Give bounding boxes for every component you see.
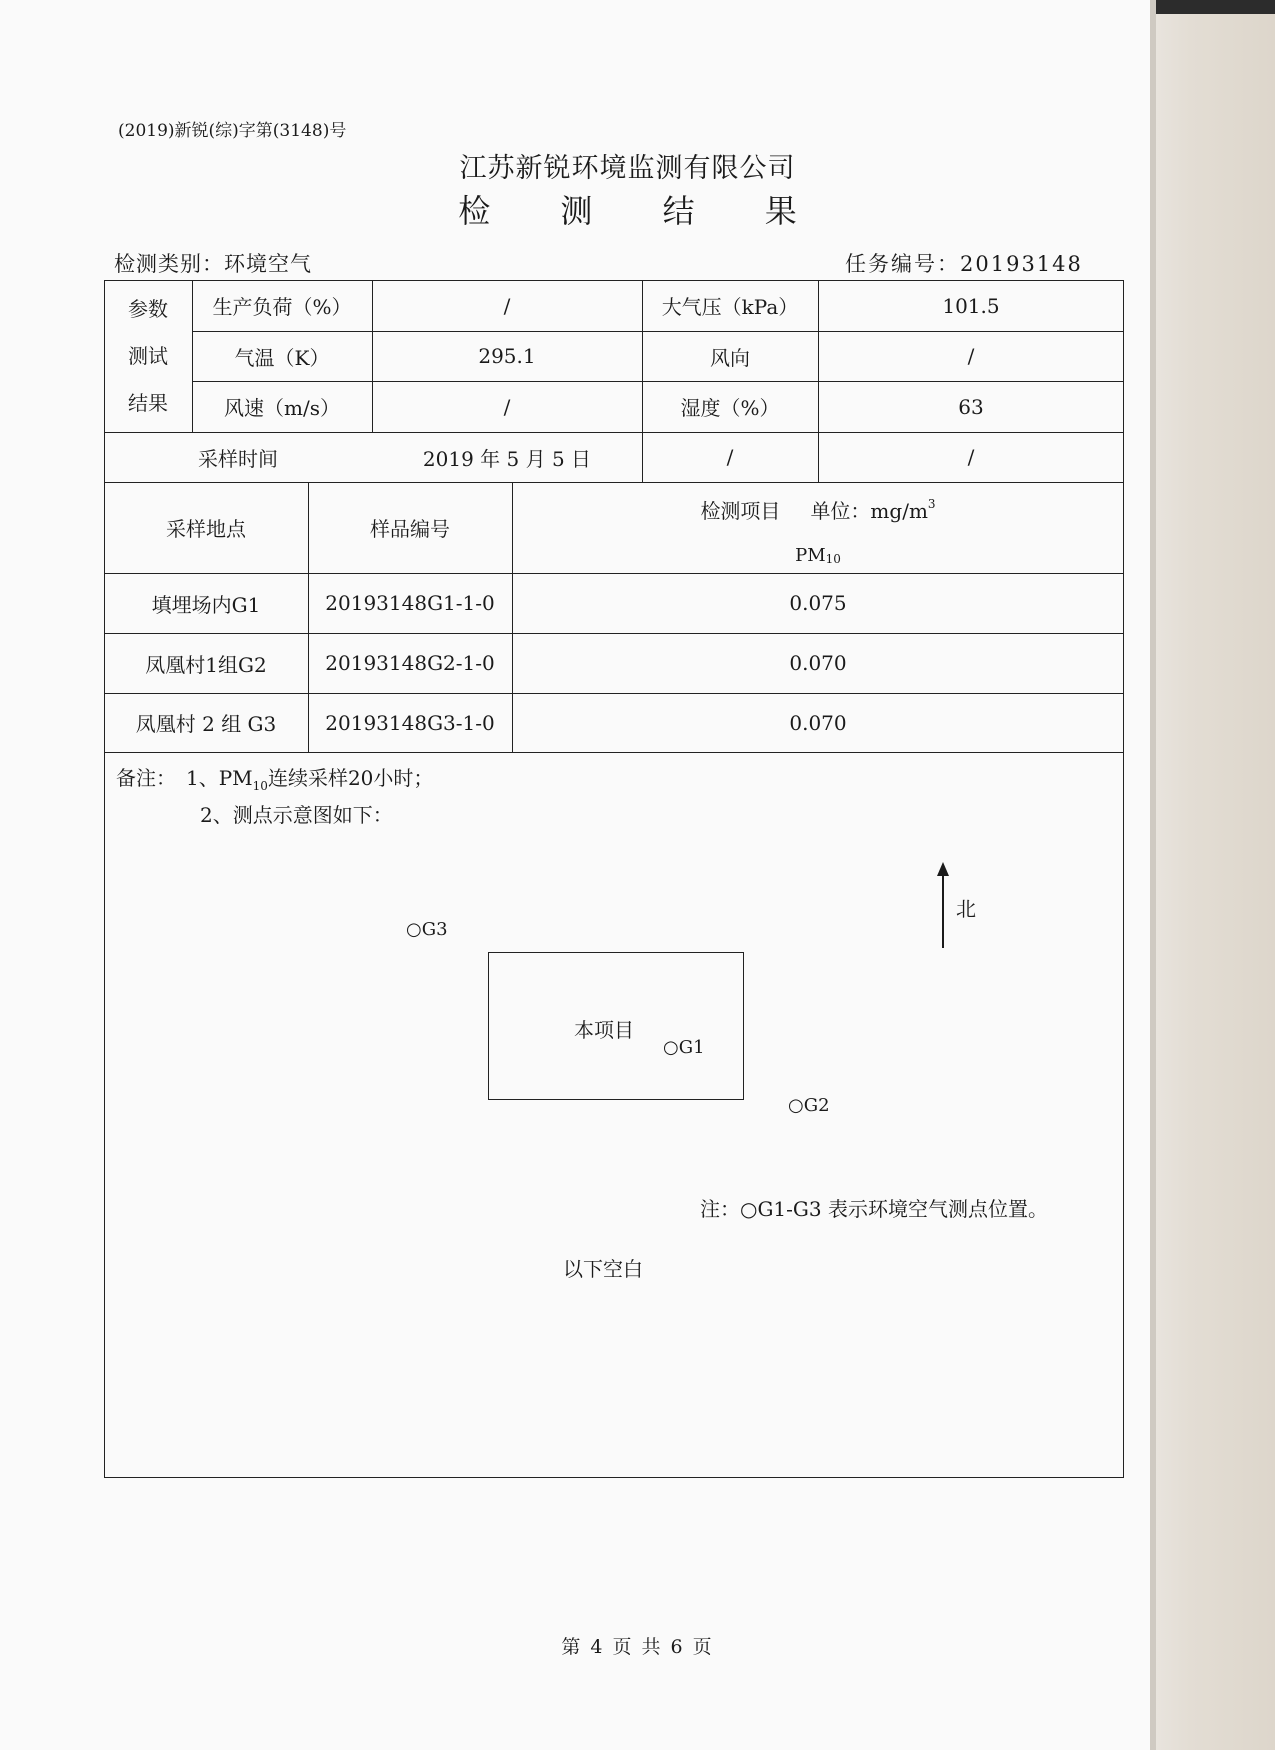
page-edge-shadow [1150, 0, 1156, 1750]
page-edge-top [1156, 0, 1275, 14]
point-g2: ○G2 [788, 1095, 830, 1116]
params-group-line-3: 结果 [128, 390, 168, 415]
param-key: 风向 [710, 345, 750, 370]
notes-line-1 [116, 762, 433, 793]
params-group-label [104, 280, 192, 432]
param-value: 101.5 [942, 293, 1000, 318]
north-label: 北 [956, 897, 976, 921]
result-value: 0.070 [789, 710, 847, 735]
result-sample-no: 20193148G2-1-0 [325, 651, 495, 675]
col-header-sample: 样品编号 [370, 517, 450, 541]
point-g1: ○G1 [663, 1037, 705, 1058]
report-title: 检 测 结 果 [458, 192, 827, 230]
param-value: 295.1 [478, 344, 536, 368]
params-group-line-1: 参数 [128, 296, 168, 321]
col-header-items [512, 494, 1124, 524]
point-g3: ○G3 [406, 919, 448, 940]
notes-label: 备注： [116, 766, 176, 790]
param-key: 生产负荷（%） [212, 295, 352, 319]
sampling-time-value: 2019 年 5 月 5 日 [422, 446, 592, 471]
company-name: 江苏新锐环境监测有限公司 [459, 153, 796, 184]
note-1-rest: 连续采样20小时； [267, 766, 434, 790]
page-number: 第 4 页 共 6 页 [561, 1636, 714, 1658]
unit-superscript: 3 [927, 497, 936, 511]
north-arrow-icon [935, 862, 951, 948]
params-group-line-2: 测试 [128, 343, 168, 368]
param-value: 63 [958, 394, 984, 419]
map-legend: 注：○G1-G3 表示环境空气测点位置。 [700, 1197, 1048, 1221]
page-edge [1150, 0, 1275, 1750]
item-pm-label: PM [795, 544, 826, 566]
param-value: / [503, 293, 511, 318]
param-key: 气温（K） [234, 345, 330, 370]
items-label: 检测项目 [700, 498, 781, 523]
note-1-subscript: 10 [252, 779, 268, 793]
param-key: 湿度（%） [680, 396, 780, 420]
param-value: / [503, 394, 511, 419]
param-key: 风速（m/s） [224, 396, 340, 420]
task-number: 任务编号：20193148 [845, 252, 1083, 276]
result-site: 凤凰村1组G2 [145, 652, 267, 677]
col-header-site: 采样地点 [166, 517, 246, 541]
note-2: 2、测点示意图如下： [200, 803, 393, 827]
unit-label: 单位：mg/m [810, 498, 928, 523]
sampling-extra-2: / [967, 445, 975, 469]
result-value: 0.070 [789, 651, 847, 675]
param-value: / [967, 344, 975, 368]
project-label: 本项目 [574, 1018, 634, 1042]
test-category: 检测类别：环境空气 [114, 252, 312, 276]
result-site: 凤凰村 2 组 G3 [135, 712, 277, 736]
rule-row-3 [104, 752, 1124, 753]
result-sample-no: 20193148G1-1-0 [325, 591, 495, 615]
blank-below-label: 以下空白 [563, 1257, 643, 1281]
result-sample-no: 20193148G3-1-0 [325, 710, 495, 735]
note-1-text: 1、PM [186, 766, 253, 790]
item-pm10 [512, 540, 1124, 570]
document-number: (2019)新锐(综)字第(3148)号 [118, 121, 347, 141]
result-site: 填埋场内G1 [151, 592, 261, 617]
param-key: 大气压（kPa） [661, 295, 799, 319]
result-value: 0.075 [789, 591, 847, 615]
sampling-extra-1: / [726, 445, 734, 469]
item-pm-subscript: 10 [825, 552, 841, 566]
sampling-time-label: 采样时间 [198, 446, 278, 471]
